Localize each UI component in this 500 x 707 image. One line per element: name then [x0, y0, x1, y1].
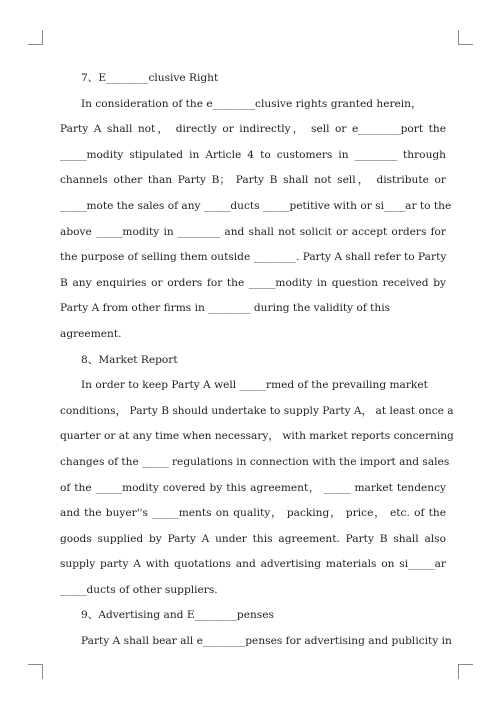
- document-line: the purpose of selling them outside ________. Party A shall refer to Party: [60, 251, 447, 264]
- document-line: and the buyer''s _____ments on quality， packing， price， etc. of the: [60, 507, 446, 520]
- document-line: Party A shall bear all e________penses for advertising and publicity in: [81, 635, 452, 648]
- document-line: In consideration of the e________clusive rights granted herein，: [81, 97, 422, 110]
- document-line: _____ducts of other suppliers.: [60, 583, 218, 596]
- document-line: _____mote the sales of any _____ducts _____petitive with or si____ar to the: [60, 199, 452, 212]
- document-line: In order to keep Party A well _____rmed of the prevailing market: [81, 379, 428, 392]
- document-body: [60, 66, 454, 655]
- document-line: agreement.: [60, 327, 122, 340]
- document-line: above _____modity in ________ and shall not solicit or accept orders for: [60, 225, 446, 238]
- document-line: B any enquiries or orders for the _____modity in question received by: [60, 276, 446, 289]
- document-line: Party A shall not， directly or indirectly， sell or e________port the: [60, 123, 446, 136]
- document-line: _____modity stipulated in Article 4 to customers in ________ through: [60, 148, 446, 161]
- document-line: of the _____modity covered by this agreement， _____ market tendency: [60, 481, 446, 494]
- document-line: channels other than Party B； Party B shall not sell， distribute or: [60, 174, 446, 187]
- document-line: changes of the _____ regulations in connection with the import and sales: [60, 455, 450, 468]
- document-line: 9、Advertising and E________penses: [81, 609, 274, 622]
- document-line: 8、Market Report: [81, 353, 178, 366]
- document-line: goods supplied by Party A under this agreement. Party B shall also: [60, 532, 446, 545]
- crop-mark-bottom-right: [458, 664, 473, 679]
- crop-mark-bottom-left: [28, 664, 43, 679]
- crop-mark-top-right: [458, 30, 473, 45]
- document-line: Party A from other firms in ________ during the validity of this: [60, 302, 391, 315]
- document-line: quarter or at any time when necessary， with market reports concerning: [60, 430, 454, 443]
- document-line: supply party A with quotations and advertising materials on si_____ar: [60, 558, 446, 571]
- document-line: conditions， Party B should undertake to supply Party A， at least once a: [60, 404, 454, 417]
- crop-mark-top-left: [28, 30, 43, 45]
- document-line: 7、E________clusive Right: [81, 72, 219, 84]
